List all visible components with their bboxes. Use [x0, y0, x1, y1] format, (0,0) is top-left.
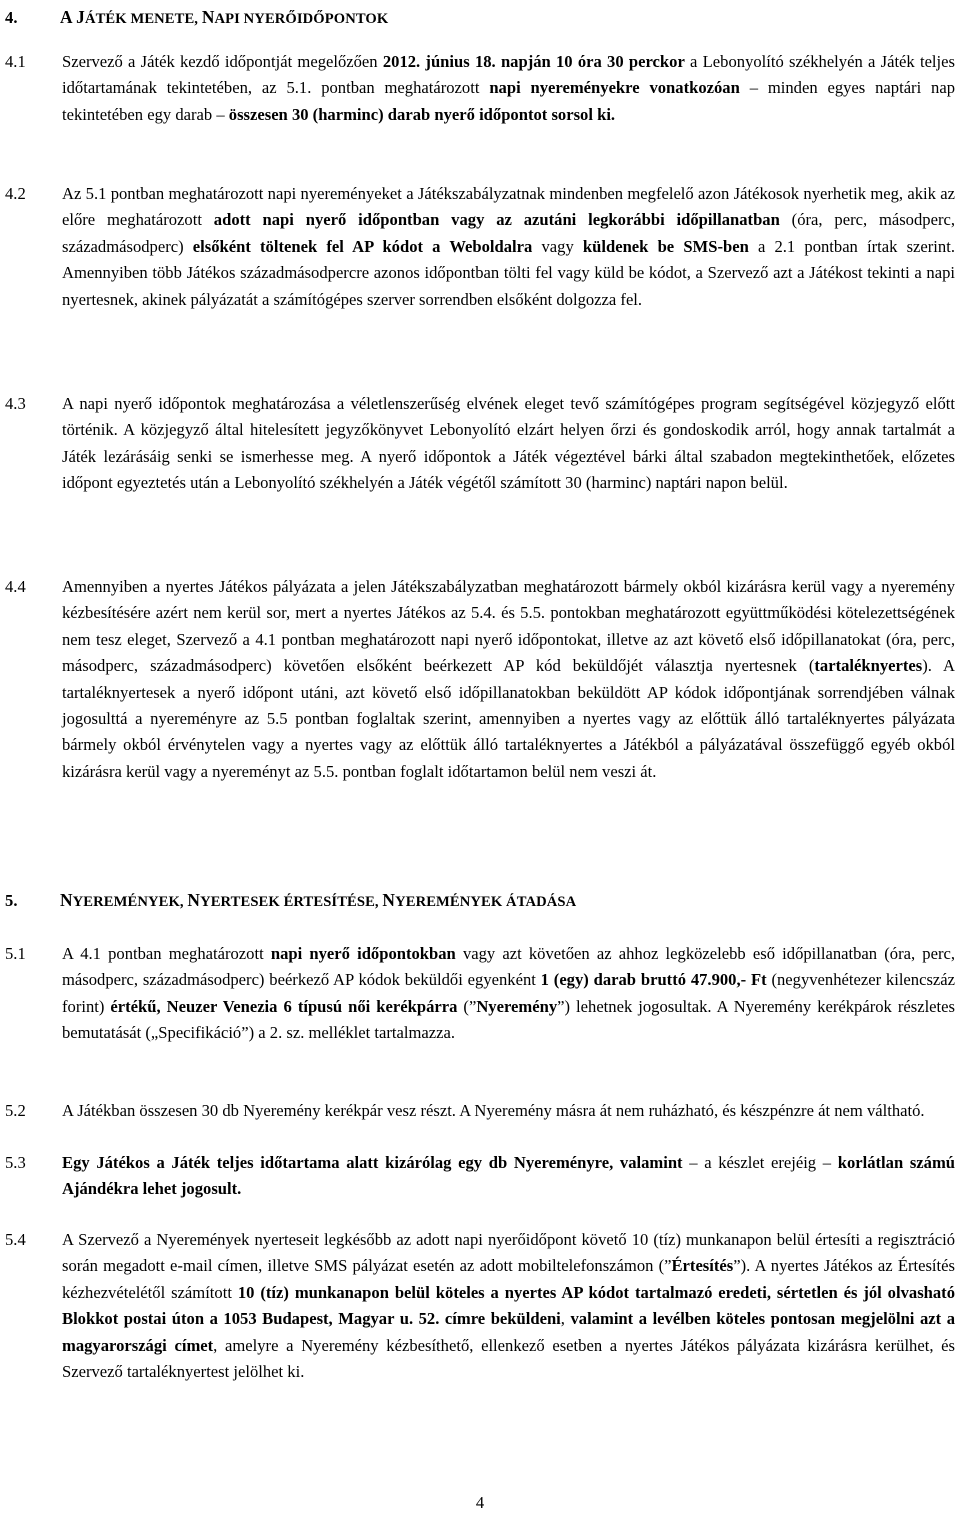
- section-number: 4.: [5, 8, 18, 27]
- text-run: Az 5.1 pontban meghatározott napi nyereményeket a Játékszabályzatnak mindenben megfelelő azon Játékosok nyerhetik meg, akik az előre meghatározott: [62, 184, 955, 230]
- text-run: a Lebonyolító székhelyén a Játék teljes időtartamának tekintetében, az 5.1. pontban meghatározott: [62, 52, 955, 98]
- paragraph-number: 5.3: [5, 1153, 26, 1172]
- text-run: ). A tartaléknyertesek a nyerő időpont utáni, azt követő első időpillanatokban beküldött AP kódok időpontjának sorrendjében válnak jogosulttá a nyereményre az 5.5 pontban foglaltak szerint, amennyiben a nyertes vagy az előttük álló tartaléknyertes pályázata bármely okból érvénytelen vagy a nyertes vagy az előttük álló tartaléknyertes a Játékból a pályázatával összefüggő egyéb okból kizárásra kerül vagy a nyereményt az 5.5. pontban foglalt időtartamon belül nem veszi át.: [62, 656, 955, 781]
- bold-text-run: 1 (egy) darab bruttó 47.900,- Ft: [540, 970, 767, 990]
- page-number: 4: [475, 1493, 485, 1512]
- paragraph-5-1: [5, 941, 955, 1047]
- text-run: A napi nyerő időpontok meghatározása a véletlenszerűség elvének eleget tevő számítógépes program segítségével közjegyző előtt történik. A közjegyző által hitelesített jegyzőkönyvet Lebonyolító elzárt helyen őrzi és gondoskodik arról, hogy annak tartalmát a Játék lezárásáig senki se ismerhesse meg. A nyerő időpontok a Játék végeztével bárki által szabadon megtekinthetőek, előzetes időpont egyeztetés után a Lebonyolító székhelyén a Játék végétől számított 30 (harminc) naptári napon belül.: [62, 394, 955, 493]
- section-title: NYEREMÉNYEK, NYERTESEK ÉRTESÍTÉSE, NYEREMÉNYEK ÁTADÁSA: [60, 890, 577, 910]
- paragraph-text: [62, 1227, 955, 1385]
- paragraph-5-4: [5, 1227, 955, 1385]
- section-title: A JÁTÉK MENETE, NAPI NYERŐIDŐPONTOK: [60, 7, 389, 27]
- text-run: ,: [560, 1309, 571, 1329]
- paragraph-text: [62, 941, 955, 1047]
- bold-text-run: tartaléknyertes: [814, 656, 923, 676]
- paragraph-5-2: [5, 1098, 955, 1124]
- paragraph-text: [62, 574, 955, 785]
- paragraph-4-4: [5, 574, 955, 785]
- bold-text-run: Egy Játékos a Játék teljes időtartama alatt kizárólag egy db Nyereményre, valamint: [62, 1153, 683, 1172]
- section-number: 5.: [5, 891, 18, 910]
- paragraph-5-3: [5, 1150, 955, 1203]
- text-run: (óra, perc, másodperc, századmásodperc): [62, 210, 955, 256]
- paragraph-number: 5.1: [5, 944, 26, 963]
- paragraph-4-1: [5, 49, 955, 128]
- text-run: Szervező a Játék kezdő időpontját megelőzően: [62, 52, 383, 71]
- bold-text-run: napi nyereményekre vonatkozóan: [489, 78, 740, 98]
- paragraph-text: [62, 49, 955, 128]
- text-run: A Szervező a Nyeremények nyerteseit legkésőbb az adott napi nyerőidőpont követő 10 (tíz) munkanapon belül értesíti a regisztráció során megadott e-mail címen, illetve SMS pályázat esetén az adott mobiltelefonszámon (”: [62, 1230, 955, 1276]
- bold-text-run: értékű, Neuzer Venezia 6 típusú női kerékpárra: [110, 996, 458, 1016]
- bold-text-run: összesen 30 (harminc) darab nyerő időpontot sorsol ki.: [228, 104, 616, 124]
- bold-text-run: 2012. június 18. napján 10 óra 30 perckor: [382, 52, 685, 71]
- bold-text-run: napi nyerő időpontokban: [270, 944, 456, 963]
- text-run: vagy: [532, 236, 583, 256]
- text-run: vagy azt követően az ahhoz legközelebb eső időpillanatban (óra, perc, másodperc, századmásodperc) beérkező AP kódok beküldői egyenként: [62, 944, 955, 990]
- bold-text-run: adott napi nyerő időpontban vagy az azutáni legkorábbi időpillanatban: [213, 210, 780, 230]
- text-run: – minden egyes naptári nap tekintetében egy darab –: [62, 78, 956, 124]
- text-run: (negyvenhétezer kilencszáz forint): [62, 970, 956, 1016]
- paragraph-text: [62, 1098, 955, 1124]
- paragraph-text: [62, 391, 955, 497]
- bold-text-run: elsőként töltenek fel AP kódot a Weboldalra: [192, 236, 533, 256]
- paragraph-number: 5.4: [5, 1230, 26, 1249]
- text-run: A Játékban összesen 30 db Nyeremény kerékpár vesz részt. A Nyeremény másra át nem ruházható, és készpénzre át nem váltható.: [62, 1101, 925, 1120]
- bold-text-run: valamint a levélben köteles pontosan megjelölni azt a magyarországi címet: [62, 1309, 955, 1355]
- paragraph-4-2: [5, 181, 955, 313]
- text-run: a 2.1 pontban írtak szerint. Amennyiben több Játékos századmásodpercre azonos időpontban tölti fel vagy küld be kódot, a Szervező azt a Játékost tekinti a napi nyertesnek, akinek pályázatát a számítógépes szerver sorrendben elsőként dolgozza fel.: [62, 236, 955, 309]
- text-run: A 4.1 pontban meghatározott: [62, 944, 271, 963]
- text-run: ”) lehetnek jogosultak. A Nyeremény kerékpárok részletes bemutatását („Specifikáció”) a 2. sz. melléklet tartalmazza.: [62, 996, 955, 1043]
- bold-text-run: küldenek be SMS-ben: [582, 236, 749, 256]
- text-run: , amelyre a Nyeremény kézbesíthető, ellenkező esetben a nyertes Játékos pályázata kizárásra kerülhet, és Szervező tartaléknyertest jelölhet ki.: [62, 1335, 955, 1382]
- paragraph-number: 5.2: [5, 1101, 26, 1120]
- text-run: Amennyiben a nyertes Játékos pályázata a jelen Játékszabályzatban meghatározott bármely okból kizárásra kerül vagy a nyeremény kézbesítésére azért nem kerül sor, mert a nyertes Játékos az 5.4. és 5.5. pontokban meghatározott együttműködési kötelezettségének nem tesz eleget, Szervező a 4.1 pontban meghatározott napi nyerő időpontokat, illetve az azt követő első időpillanatokat (óra, perc, másodperc, századmásodperc) követően elsőként beérkezett AP kód beküldőjét választja nyertesnek (: [62, 577, 955, 676]
- bold-text-run: Értesítés: [671, 1256, 734, 1276]
- paragraph-number: 4.3: [5, 394, 26, 413]
- section-4-heading: [5, 4, 388, 32]
- paragraph-number: 4.1: [5, 52, 26, 71]
- bold-text-run: Nyeremény: [476, 996, 558, 1016]
- section-5-heading: [5, 887, 576, 915]
- paragraph-4-3: [5, 391, 955, 497]
- text-run: (”: [457, 996, 477, 1016]
- bold-text-run: 10 (tíz) munkanapon belül köteles a nyertes AP kódot tartalmazó eredeti, sértetlen és jól olvasható Blokkot postai úton a 1053 Budapest, Magyar u. 52. címre beküldeni: [62, 1282, 955, 1329]
- paragraph-number: 4.4: [5, 577, 26, 596]
- bold-text-run: korlátlan számú Ajándékra lehet jogosult.: [62, 1153, 956, 1199]
- paragraph-text: [62, 181, 955, 313]
- paragraph-text: [62, 1150, 955, 1203]
- text-run: – a készlet erejéig –: [682, 1153, 838, 1172]
- paragraph-number: 4.2: [5, 184, 26, 203]
- text-run: ”). A nyertes Játékos az Értesítés kézhezvételétől számított: [62, 1256, 955, 1302]
